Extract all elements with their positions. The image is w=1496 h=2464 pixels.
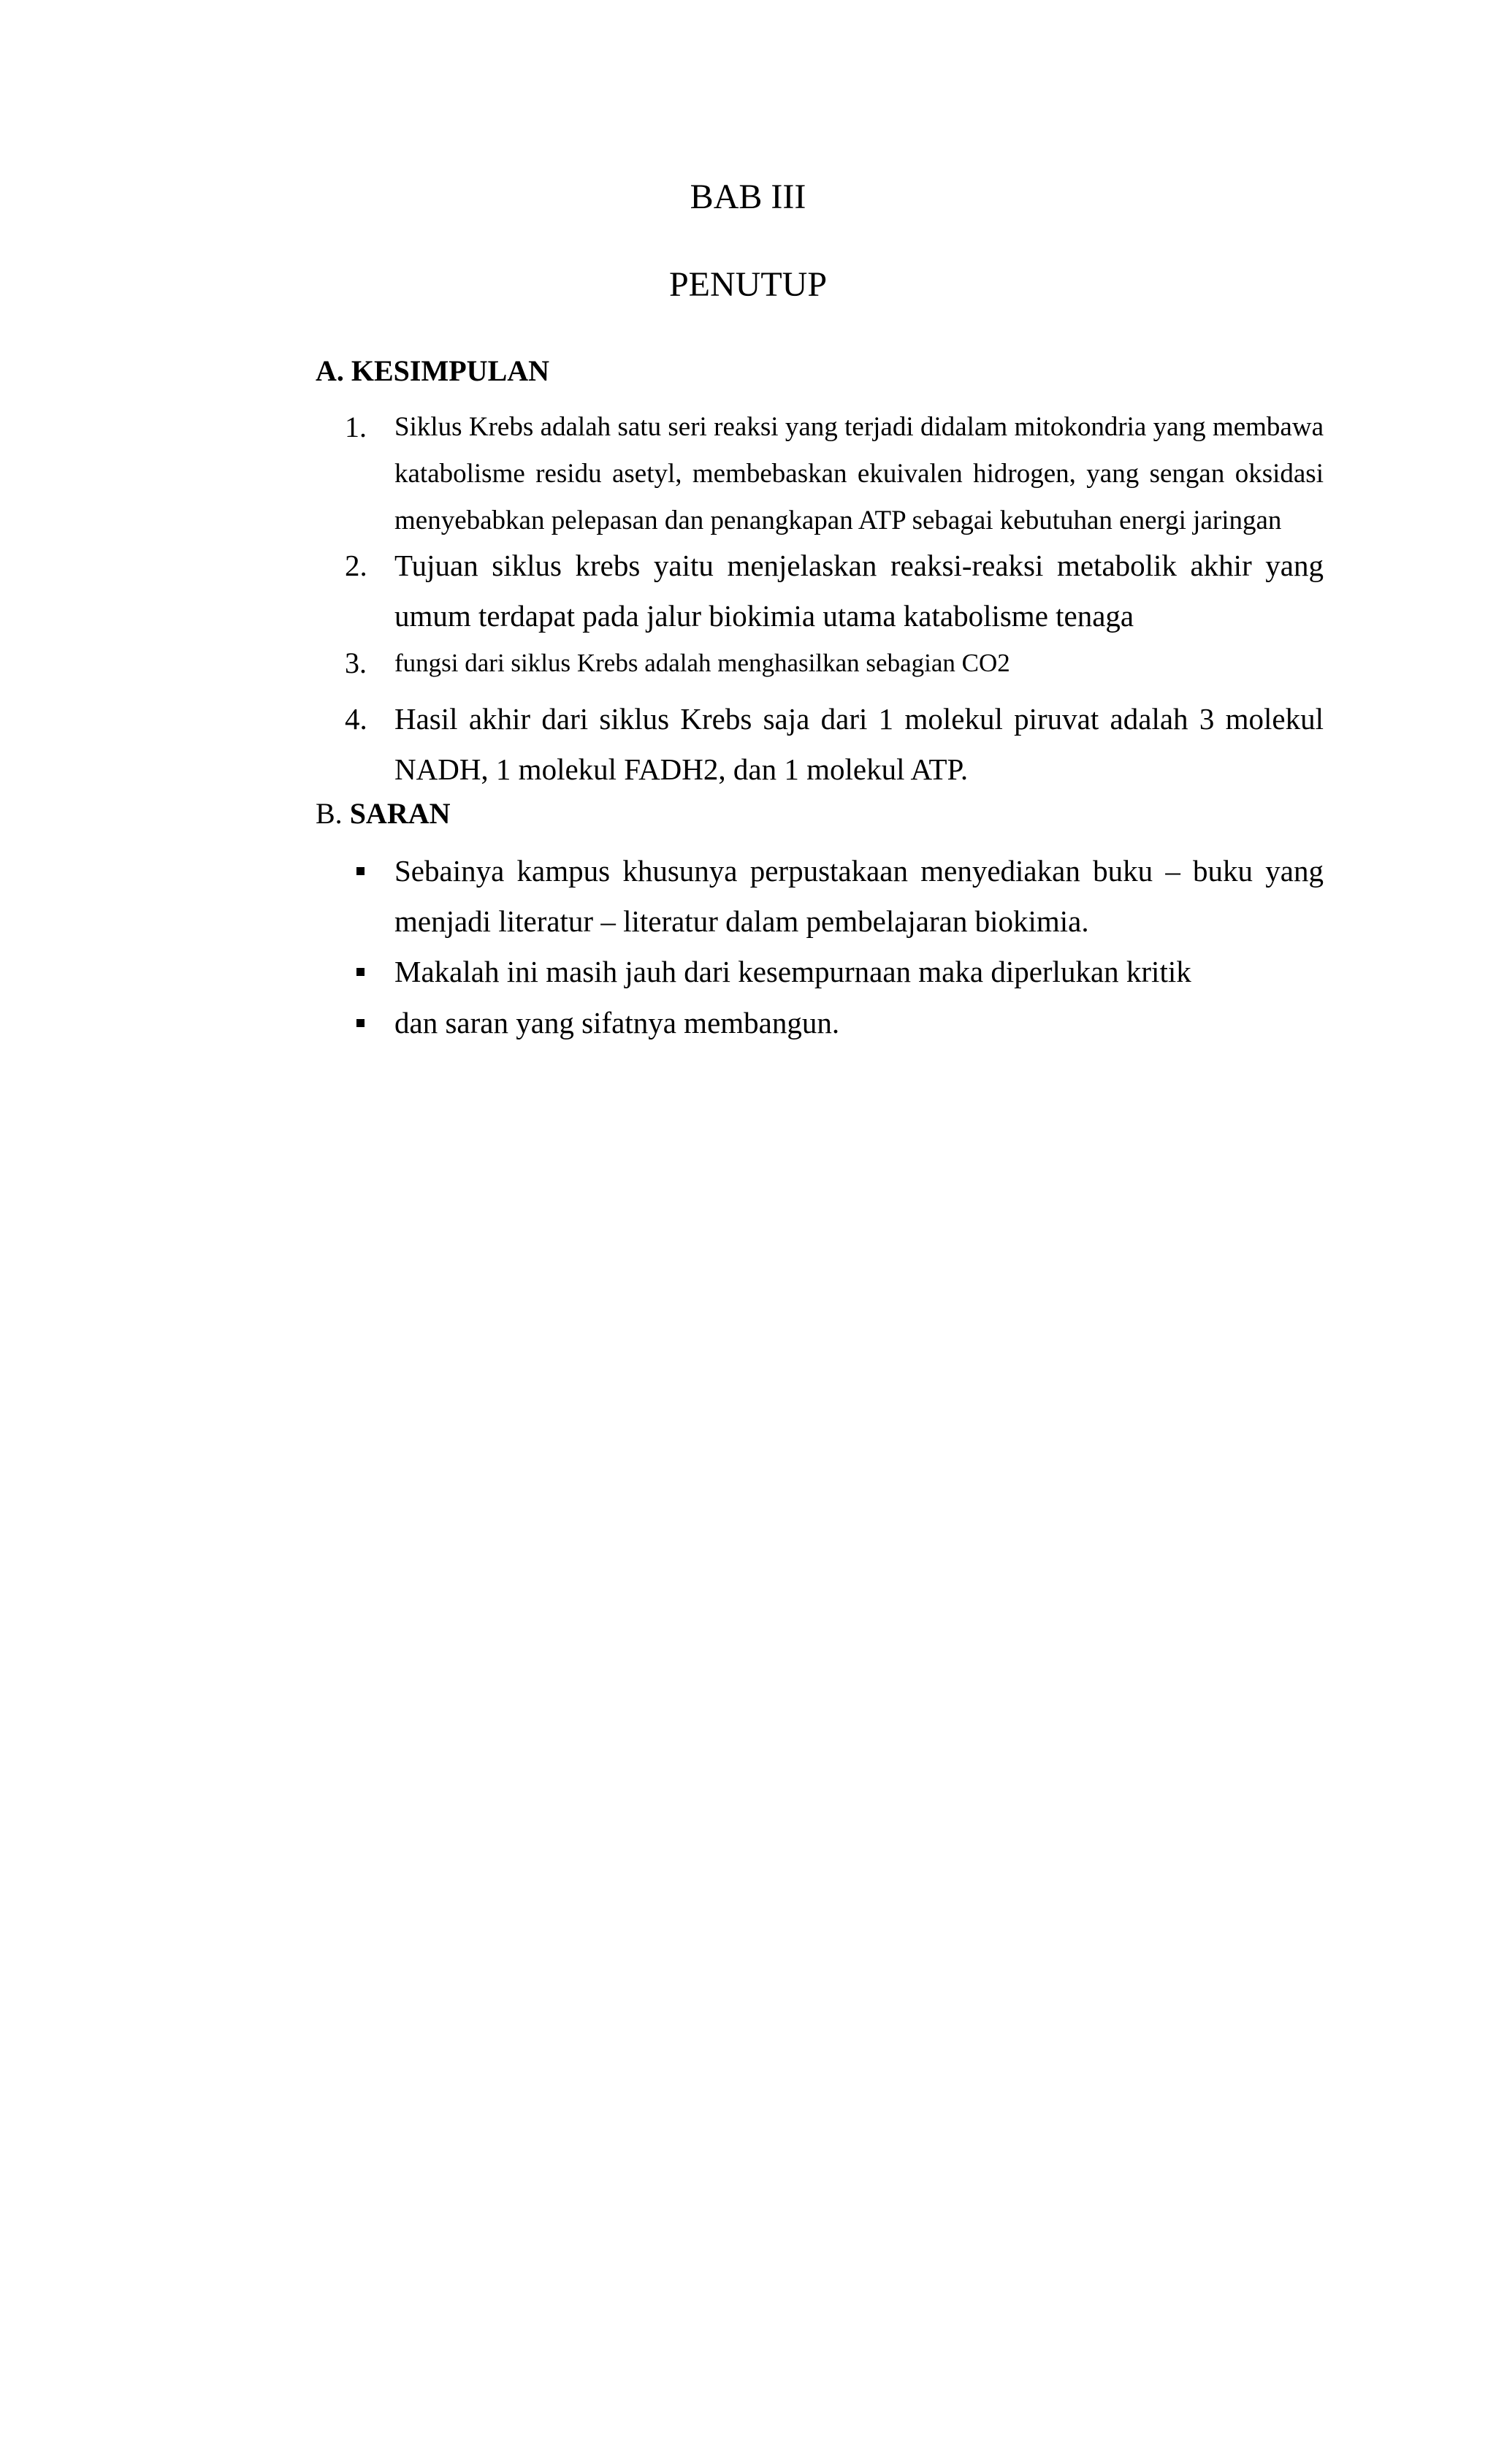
section-heading-saran <box>316 796 450 831</box>
section-letter: B. <box>316 797 343 830</box>
bullet-item-text: Makalah ini masih jauh dari kesempurnaan maka diperlukan kritik <box>394 955 1191 988</box>
bullet-item-text: dan saran yang sifatnya membangun. <box>394 1006 840 1040</box>
list-number: 3. <box>345 646 367 679</box>
list-item-text: Hasil akhir dari siklus Krebs saja dari 1 molekul piruvat adalah 3 molekul NADH, 1 molekul FADH2, dan 1 molekul ATP. <box>394 702 1324 786</box>
section-heading-kesimpulan: A. KESIMPULAN <box>316 354 550 387</box>
list-number: 1. <box>345 411 367 443</box>
chapter-title: PENUTUP <box>668 265 828 304</box>
list-number: 4. <box>345 702 367 736</box>
square-bullet-icon <box>345 947 367 997</box>
section-name: SARAN <box>349 797 451 830</box>
bullet-item-text: Sebainya kampus khusunya perpustakaan menyediakan buku – buku yang menjadi literatur – literatur dalam pembelajaran biokimia. <box>394 854 1324 938</box>
chapter-number: BAB III <box>690 178 806 216</box>
list-item-text: fungsi dari siklus Krebs adalah menghasilkan sebagian CO2 <box>394 649 1010 677</box>
square-bullet-icon <box>345 846 367 896</box>
square-bullet-icon <box>345 998 367 1048</box>
list-item-text: Tujuan siklus krebs yaitu menjelaskan reaksi-reaksi metabolik akhir yang umum terdapat pada jalur biokimia utama katabolisme tenaga <box>394 549 1324 633</box>
list-number: 2. <box>345 549 367 582</box>
list-item-text: Siklus Krebs adalah satu seri reaksi yang terjadi didalam mitokondria yang membawa katabolisme residu asetyl, membebaskan ekuivalen hidrogen, yang sengan oksidasi menyebabkan pelepasan dan penangkapan ATP sebagai kebutuhan energi jaringan <box>394 412 1324 535</box>
